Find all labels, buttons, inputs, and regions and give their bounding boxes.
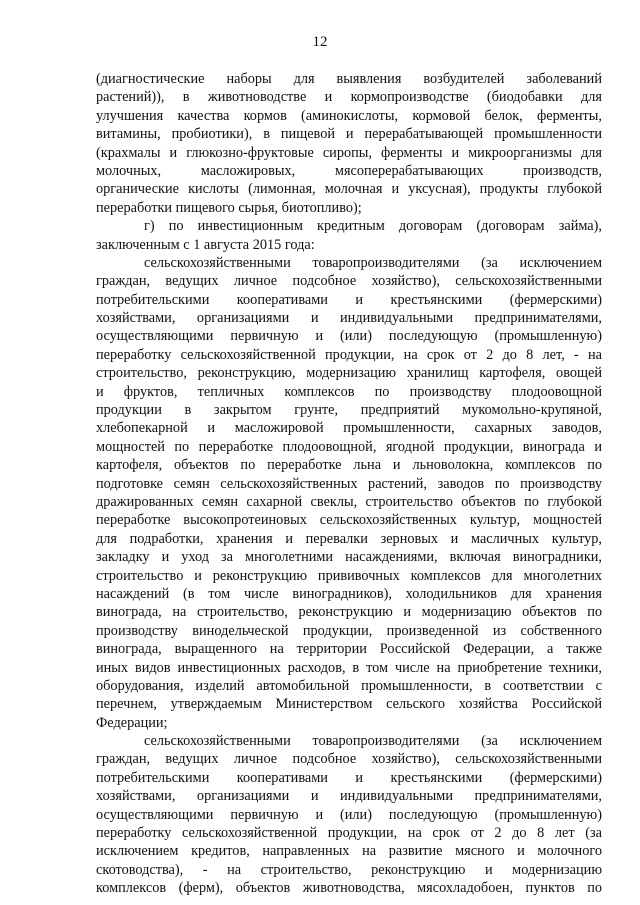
text-line: винограда, выращенного на территории Российской Федерации, а также xyxy=(96,641,602,658)
text-line: переработки пищевого сырья, биотопливо); xyxy=(96,199,362,216)
text-line: дражированных семян сахарной свеклы, строительство объектов по глубокой xyxy=(96,493,602,510)
text-line: органические кислоты (лимонная, молочная и уксусная), продукты глубокой xyxy=(96,181,602,198)
text-line: осуществляющими первичную и (или) последующую (промышленную) xyxy=(96,806,602,823)
text-line: потребительскими кооперативами и крестьянскими (фермерскими) xyxy=(96,291,602,308)
text-line: хозяйствами, организациями и индивидуальными предпринимателями, xyxy=(96,310,602,327)
text-line: иных видов инвестиционных расходов, в том числе на приобретение техники, xyxy=(96,659,602,676)
text-line: переработку сельскохозяйственной продукции, на срок от 2 до 8 лет, - на xyxy=(96,346,602,363)
text-line: насаждений (в том числе виноградников), холодильников для хранения xyxy=(96,585,602,602)
text-line: продукции в закрытом грунте, предприятий мукомольно-крупяной, xyxy=(96,402,602,419)
text-line: комплексов (ферм), объектов животноводства, мясохладобоен, пунктов по xyxy=(96,880,602,897)
text-line: сельскохозяйственными товаропроизводителями (за исключением xyxy=(144,733,602,750)
text-line: мощностей по переработке плодоовощной, ягодной продукции, винограда и xyxy=(96,438,602,455)
text-line: витамины, пробиотики), в пищевой и перерабатывающей промышленности xyxy=(96,126,602,143)
text-line: исключением кредитов, направленных на развитие мясного и молочного xyxy=(96,843,602,860)
text-line: оборудования, изделий автомобильной промышленности, в соответствии с xyxy=(96,677,602,694)
text-line: осуществляющими первичную и (или) последующую (промышленную) xyxy=(96,328,602,345)
text-line: переработке высокопротеиновых сельскохозяйственных культур, мощностей xyxy=(96,512,602,529)
text-line: потребительскими кооперативами и крестьянскими (фермерскими) xyxy=(96,769,602,786)
text-line: переработку сельскохозяйственной продукции, на срок от 2 до 8 лет (за xyxy=(96,825,602,842)
text-line: подготовке семян сельскохозяйственных растений, заводов по производству xyxy=(96,475,602,492)
text-line: (диагностические наборы для выявления возбудителей заболеваний xyxy=(96,71,602,87)
text-line: и фруктов, тепличных комплексов по производству плодоовощной xyxy=(96,383,602,400)
text-line: перечнем, утверждаемым Министерством сельского хозяйства Российской xyxy=(96,696,602,713)
text-line: улучшения качества кормов (аминокислоты, кормовой белок, ферменты, xyxy=(96,107,602,124)
text-line: строительство, реконструкцию, модернизацию хранилищ картофеля, овощей xyxy=(96,365,602,382)
page-number: 12 xyxy=(312,34,328,50)
text-line: заключенным с 1 августа 2015 года: xyxy=(96,236,315,253)
text-line: закладку и уход за многолетними насаждениями, включая виноградники, xyxy=(96,549,602,566)
text-line: картофеля, объектов по переработке льна и льноволокна, комплексов по xyxy=(96,457,602,474)
document-body xyxy=(96,70,602,898)
text-line: граждан, ведущих личное подсобное хозяйство), сельскохозяйственными xyxy=(96,751,602,768)
text-line: строительство и реконструкцию прививочных комплексов для многолетних xyxy=(96,567,602,584)
text-line: производству винодельческой продукции, произведенной из собственного xyxy=(96,622,602,639)
text-line: молочных, масложировых, мясоперерабатывающих производств, xyxy=(96,162,602,179)
text-line: граждан, ведущих личное подсобное хозяйство), сельскохозяйственными xyxy=(96,273,602,290)
text-line: Федерации; xyxy=(96,714,168,731)
text-line: растений)), в животноводстве и кормопроизводстве (биодобавки для xyxy=(96,89,602,106)
text-line: скотоводства), - на строительство, реконструкцию и модернизацию xyxy=(96,861,602,878)
text-line: винограда, на строительство, реконструкцию и модернизацию объектов по xyxy=(96,604,602,621)
text-line: хлебопекарной и масложировой промышленности, сахарных заводов, xyxy=(96,420,602,437)
text-line: для подработки, хранения и перевалки зерновых и масличных культур, xyxy=(96,530,602,547)
text-line: хозяйствами, организациями и индивидуальными предпринимателями, xyxy=(96,788,602,805)
text-line: (крахмалы и глюкозно-фруктовые сиропы, ферменты и микроорганизмы для xyxy=(96,144,602,161)
text-line: г) по инвестиционным кредитным договорам (договорам займа), xyxy=(144,218,602,235)
text-line: сельскохозяйственными товаропроизводителями (за исключением xyxy=(144,254,602,271)
